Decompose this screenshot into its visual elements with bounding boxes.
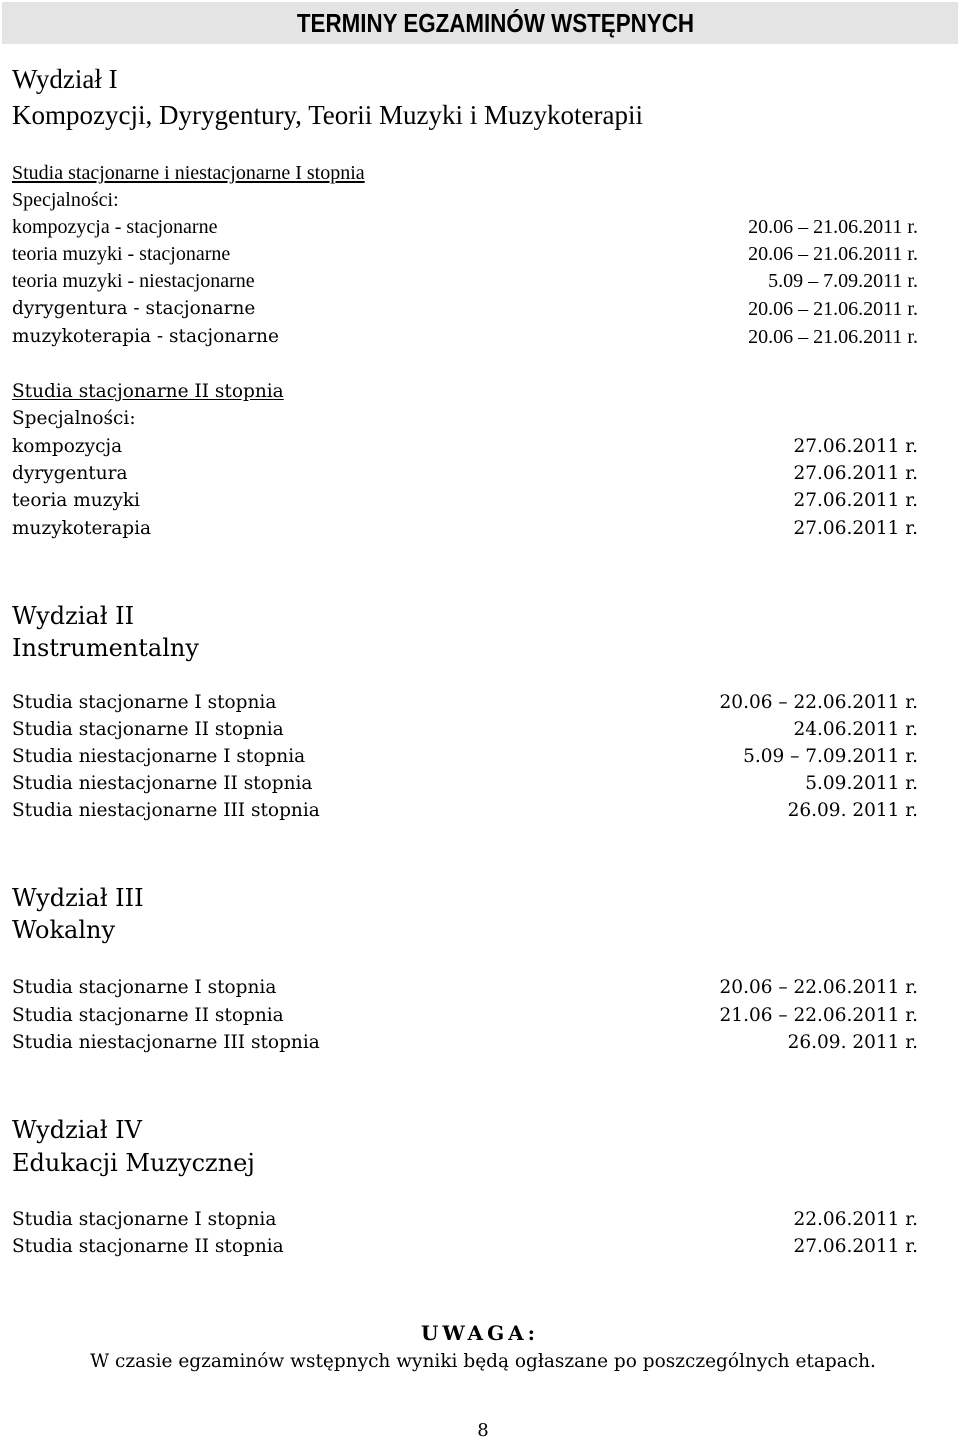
list-item: kompozycja - stacjonarne xyxy=(12,216,218,238)
list-item: Studia niestacjonarne III stopnia xyxy=(12,1032,320,1053)
list-item-date: 5.09.2011 r. xyxy=(805,773,918,794)
w1-s1-label: Specjalności: xyxy=(12,189,119,211)
list-item-date: 27.06.2011 r. xyxy=(793,518,918,539)
list-item: Studia stacjonarne I stopnia xyxy=(12,692,277,713)
faculty-1-subtitle: Kompozycji, Dyrygentury, Teorii Muzyki i Muzykoterapii xyxy=(12,100,643,130)
list-item-date: 27.06.2011 r. xyxy=(793,463,918,484)
list-item: Studia stacjonarne II stopnia xyxy=(12,1005,284,1026)
faculty-3-title: Wydział III xyxy=(12,884,144,912)
list-item: Studia niestacjonarne II stopnia xyxy=(12,773,313,794)
list-item-date: 20.06 – 21.06.2011 r. xyxy=(748,243,918,265)
list-item-date: 21.06 – 22.06.2011 r. xyxy=(719,1005,918,1026)
list-item: dyrygentura xyxy=(12,463,128,484)
faculty-2-subtitle: Instrumentalny xyxy=(12,634,199,662)
list-item: Studia stacjonarne I stopnia xyxy=(12,977,277,998)
list-item: Studia stacjonarne II stopnia xyxy=(12,719,284,740)
list-item-date: 20.06 – 21.06.2011 r. xyxy=(748,216,918,238)
list-item: teoria muzyki - niestacjonarne xyxy=(12,270,255,292)
list-item: Studia stacjonarne II stopnia xyxy=(12,1236,284,1257)
list-item-date: 20.06 – 22.06.2011 r. xyxy=(719,692,918,713)
w1-s1-heading: Studia stacjonarne i niestacjonarne I stopnia xyxy=(12,162,365,184)
list-item: muzykoterapia - stacjonarne xyxy=(12,326,279,347)
list-item-date: 5.09 – 7.09.2011 r. xyxy=(768,270,918,292)
list-item: Studia niestacjonarne III stopnia xyxy=(12,800,320,821)
list-item-date: 27.06.2011 r. xyxy=(793,436,918,457)
w1-s2-label: Specjalności: xyxy=(12,408,136,429)
list-item: kompozycja xyxy=(12,436,123,457)
list-item-date: 26.09. 2011 r. xyxy=(787,1032,918,1053)
note-text: W czasie egzaminów wstępnych wyniki będą ogłaszane po poszczególnych etapach. xyxy=(90,1351,876,1372)
page-number: 8 xyxy=(477,1420,489,1441)
list-item-date: 20.06 – 22.06.2011 r. xyxy=(719,977,918,998)
faculty-4-subtitle: Edukacji Muzycznej xyxy=(12,1149,255,1177)
list-item-date: 5.09 – 7.09.2011 r. xyxy=(743,746,918,767)
list-item: muzykoterapia xyxy=(12,518,152,539)
list-item-date: 26.09. 2011 r. xyxy=(787,800,918,821)
list-item: dyrygentura - stacjonarne xyxy=(12,298,256,319)
faculty-3-subtitle: Wokalny xyxy=(12,916,116,944)
list-item-date: 22.06.2011 r. xyxy=(793,1209,918,1230)
list-item-date: 24.06.2011 r. xyxy=(793,719,918,740)
page-title: TERMINY EGZAMINÓW WSTĘPNYCH xyxy=(296,8,694,38)
list-item: Studia niestacjonarne I stopnia xyxy=(12,746,306,767)
faculty-4-title: Wydział IV xyxy=(12,1116,142,1144)
list-item-date: 27.06.2011 r. xyxy=(793,1236,918,1257)
faculty-1-title: Wydział I xyxy=(12,64,118,94)
faculty-2-title: Wydział II xyxy=(12,602,135,630)
list-item-date: 20.06 – 21.06.2011 r. xyxy=(748,326,918,348)
list-item: Studia stacjonarne I stopnia xyxy=(12,1209,277,1230)
list-item-date: 20.06 – 21.06.2011 r. xyxy=(748,298,918,320)
w1-s2-heading: Studia stacjonarne II stopnia xyxy=(12,381,284,402)
list-item: teoria muzyki xyxy=(12,490,140,511)
list-item-date: 27.06.2011 r. xyxy=(793,490,918,511)
list-item: teoria muzyki - stacjonarne xyxy=(12,243,231,265)
note-title: UWAGA: xyxy=(420,1321,540,1345)
